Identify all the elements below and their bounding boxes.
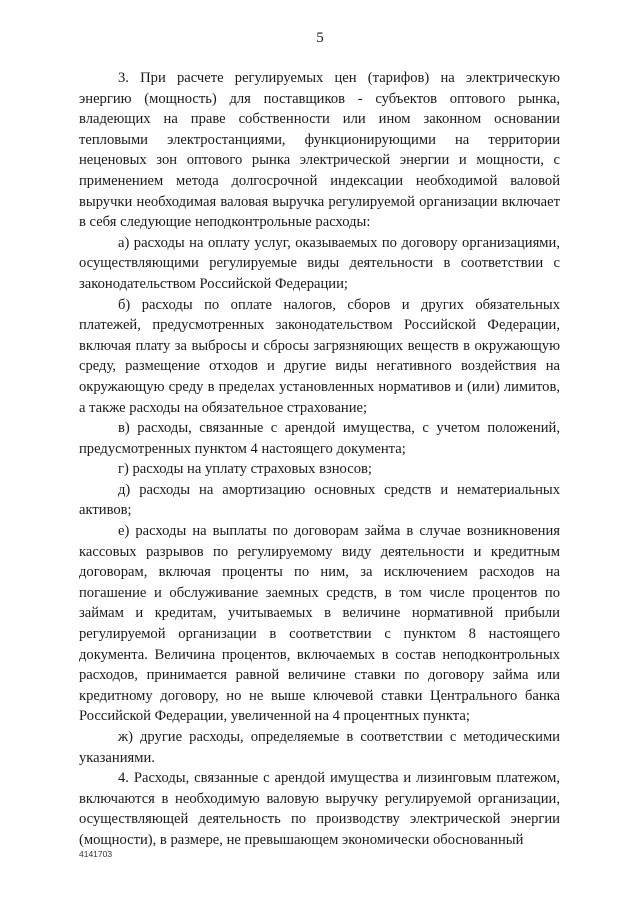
document-body	[79, 68, 560, 851]
paragraph-item-d: д) расходы на амортизацию основных средств и нематериальных активов;	[79, 481, 560, 519]
paragraph-item-b: б) расходы по оплате налогов, сборов и других обязательных платежей, предусмотренных законодательством Российской Федерации, включая плату за выбросы и сбросы загрязняющих веществ в окружающую среду, размещение отходов и другие виды негативного воздействия на окружающую среду в пределах установленных нормативов и (или) лимитов, а также расходы на обязательное страхование;	[79, 296, 560, 416]
page-number: 5	[316, 30, 324, 46]
paragraph-item-a: а) расходы на оплату услуг, оказываемых по договору организациями, осуществляющими регулируемые виды деятельности в соответствии с законодательством Российской Федерации;	[79, 234, 560, 292]
paragraph-item-zh: ж) другие расходы, определяемые в соответствии с методическими указаниями.	[79, 729, 560, 766]
paragraph-item-v: в) расходы, связанные с арендой имущества, с учетом положений, предусмотренных пунктом 4 настоящего документа;	[79, 420, 560, 457]
paragraph-item-g: г) расходы на уплату страховых взносов;	[118, 461, 372, 478]
paragraph-clause-3: 3. При расчете регулируемых цен (тарифов) на электрическую энергию (мощность) для поставщиков - субъектов оптового рынка, владеющих на праве собственности или ином законном основании тепловыми электростанциями, функционирующими на территории неценовых зон оптового рынка электрической энергии и мощности, с применением метода долгосрочной индексации необходимой валовой выручки необходимая валовая выручка регулируемой организации включает в себя следующие неподконтрольные расходы:	[79, 70, 560, 231]
document-id: 4141703	[79, 849, 113, 859]
paragraph-clause-4: 4. Расходы, связанные с арендой имущества и лизинговым платежом, включаются в необходимую валовую выручку регулируемой организации, осуществляющей деятельность по производству электрической энергии (мощности), в размере, не превышающем экономически обоснованный	[79, 770, 560, 848]
paragraph-item-e: е) расходы на выплаты по договорам займа в случае возникновения кассовых разрывов по регулируемому виду деятельности и кредитным договорам, включая проценты по ним, за исключением расходов на погашение и обслуживание заемных средств, в том числе процентов по займам и кредитам, учитываемых в величине нормативной прибыли регулируемой организации в соответствии с пунктом 8 настоящего документа. Величина процентов, включаемых в состав неподконтрольных расходов, принимается равной величине ставки по договору займа или кредитному договору, но не выше ключевой ставки Центрального банка Российской Федерации, увеличенной на 4 процентных пункта;	[79, 523, 560, 725]
